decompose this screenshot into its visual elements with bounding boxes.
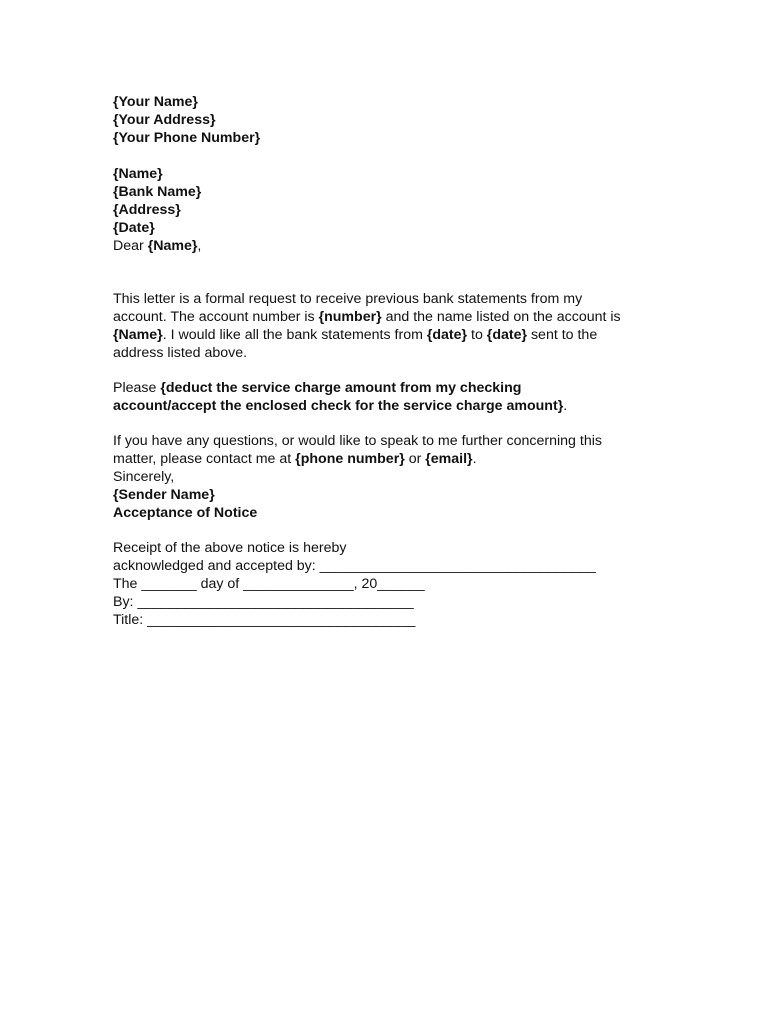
- end-date-placeholder: {date}: [486, 327, 528, 343]
- request-paragraph: [113, 290, 673, 362]
- request-line-3: [113, 326, 673, 344]
- sender-name-placeholder: {Your Name}: [113, 94, 198, 110]
- request-line-4: address listed above.: [113, 345, 248, 361]
- request-line-2: [113, 308, 673, 326]
- payment-option-placeholder: {deduct the service charge amount from my checking: [160, 380, 522, 396]
- receipt-line-2: acknowledged and accepted by: ___________________________________: [113, 558, 596, 574]
- start-date-placeholder: {date}: [426, 327, 468, 343]
- contact-text: .: [472, 451, 477, 467]
- request-text: . I would like all the bank statements from: [162, 327, 427, 343]
- signature-name-placeholder: {Sender Name}: [113, 487, 215, 503]
- payment-text: .: [563, 398, 568, 414]
- request-text: sent to the: [527, 327, 598, 343]
- acceptance-heading: Acceptance of Notice: [113, 505, 258, 521]
- contact-paragraph: [113, 432, 673, 468]
- payment-line-1: [113, 379, 673, 397]
- email-placeholder: {email}: [425, 451, 473, 467]
- sender-address-placeholder: {Your Address}: [113, 112, 216, 128]
- recipient-name-placeholder: {Name}: [113, 166, 163, 182]
- day-date-line: The _______ day of ______________, 20______: [113, 576, 425, 592]
- by-signature-line: By: ___________________________________: [113, 594, 414, 610]
- request-line-1: This letter is a formal request to receive previous bank statements from my: [113, 291, 583, 307]
- payment-paragraph: [113, 379, 673, 415]
- receipt-line-1: Receipt of the above notice is hereby: [113, 540, 347, 556]
- request-text: to: [467, 327, 487, 343]
- payment-text: Please: [113, 380, 161, 396]
- date-placeholder: {Date}: [113, 220, 155, 236]
- recipient-address-placeholder: {Address}: [113, 202, 181, 218]
- sender-address-block: [113, 93, 673, 147]
- request-text: and the name listed on the account is: [381, 309, 621, 325]
- sender-phone-placeholder: {Your Phone Number}: [113, 130, 261, 146]
- request-text: account. The account number is: [113, 309, 319, 325]
- letter-body: [113, 93, 673, 629]
- account-name-placeholder: {Name}: [113, 327, 163, 343]
- salutation-suffix: ,: [197, 238, 202, 254]
- contact-line-1: If you have any questions, or would like to speak to me further concerning this: [113, 433, 602, 449]
- salutation-name: {Name}: [147, 238, 198, 254]
- recipient-address-block: [113, 165, 673, 219]
- receipt-statement: [113, 539, 673, 575]
- title-line: Title: __________________________________: [113, 612, 416, 628]
- recipient-bank-placeholder: {Bank Name}: [113, 184, 202, 200]
- account-number-placeholder: {number}: [318, 309, 382, 325]
- salutation: [113, 237, 673, 255]
- contact-text: or: [404, 451, 426, 467]
- phone-number-placeholder: {phone number}: [295, 451, 405, 467]
- contact-text: matter, please contact me at: [113, 451, 296, 467]
- contact-line-2: [113, 450, 673, 468]
- salutation-prefix: Dear: [113, 238, 148, 254]
- closing: Sincerely,: [113, 469, 175, 485]
- payment-line-2: [113, 397, 673, 415]
- payment-option-placeholder: account/accept the enclosed check for the service charge amount}: [113, 398, 564, 414]
